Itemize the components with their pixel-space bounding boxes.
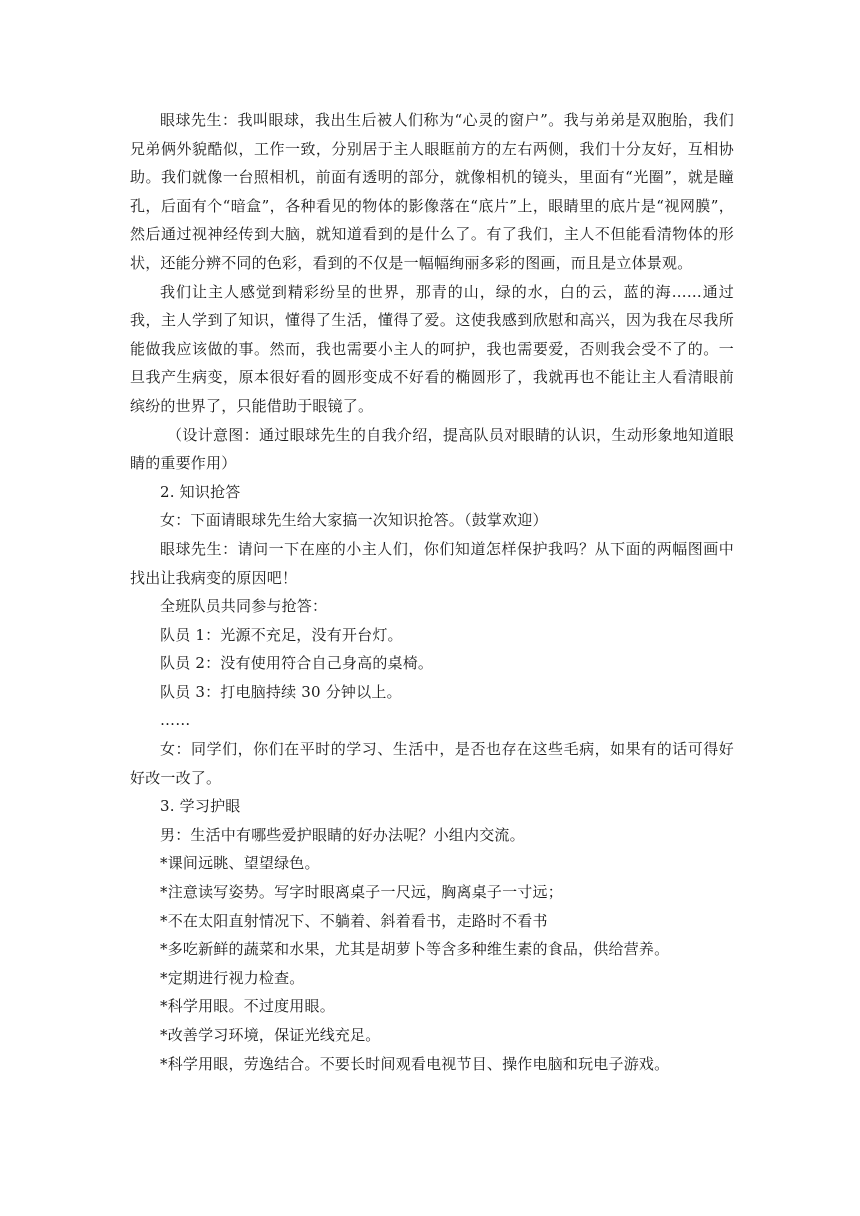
paragraph-female-reminder: 女：同学们，你们在平时的学习、生活中，是否也存在这些毛病，如果有的话可得好好改一改了。: [130, 740, 734, 787]
paragraph-eyeball-world: 我们让主人感觉到精彩纷呈的世界，那青的山，绿的水，白的云，蓝的海……通过我，主人学到了知识，懂得了生活，懂得了爱。这使我感到欣慰和高兴，因为我在尽我所能做我应该做的事。然而，我也需要小主人的呵护，我也需要爱，否则我会受不了的。一旦我产生病变，原本很好看的圆形变成不好看的椭圆形了，我就再也不能让主人看清眼前缤纷的世界了，只能借助于眼镜了。: [130, 282, 734, 415]
section-heading-eye-care: 3. 学习护眼: [160, 797, 241, 816]
paragraph-design-intent: （设计意图：通过眼球先生的自我介绍，提高队员对眼睛的认识，生动形象地知道眼睛的重要作用）: [130, 425, 734, 473]
list-item-tip: *定期进行视力检查。: [160, 968, 305, 987]
list-item-tip: *科学用眼，劳逸结合。不要长时间观看电视节目、操作电脑和玩电子游戏。: [160, 1054, 670, 1073]
document-body: [130, 106, 734, 1078]
paragraph-eyeball-intro: 眼球先生：我叫眼球，我出生后被人们称为“心灵的窗户”。我与弟弟是双胞胎，我们兄弟俩外貌酷似，工作一致，分别居于主人眼眶前方的左右两侧，我们十分友好，互相协助。我们就像一台照相机，前面有透明的部分，就像相机的镜头，里面有“光圈”，就是瞳孔，后面有个“暗盒”，各种看见的物体的影像落在“底片”上，眼睛里的底片是“视网膜”，然后通过视神经传到大脑，就知道看到的是什么了。有了我们，主人不但能看清物体的形状，还能分辨不同的色彩，看到的不仅是一幅幅绚丽多彩的图画，而且是立体景观。: [130, 111, 734, 272]
paragraph-quiz-question: 眼球先生：请问一下在座的小主人们，你们知道怎样保护我吗？从下面的两幅图画中找出让我病变的原因吧！: [130, 539, 734, 587]
list-item-tip: *注意读写姿势。写字时眼离桌子一尺远，胸离桌子一寸远；: [160, 883, 563, 902]
paragraph-ellipsis: ……: [160, 711, 191, 730]
list-item-tip: *不在太阳直射情况下、不躺着、斜着看书，走路时不看书: [160, 911, 548, 930]
paragraph-quiz-intro: 女：下面请眼球先生给大家搞一次知识抢答。（鼓掌欢迎）: [160, 511, 548, 530]
paragraph-member-3-answer: 队员 3：打电脑持续 30 分钟以上。: [160, 682, 402, 701]
list-item-tip: *改善学习环境，保证光线充足。: [160, 1026, 381, 1044]
paragraph-member-1-answer: 队员 1：光源不充足，没有开台灯。: [160, 625, 403, 644]
list-item-tip: *课间远眺、望望绿色。: [160, 854, 320, 873]
paragraph-class-participation: 全班队员共同参与抢答：: [160, 597, 328, 616]
paragraph-male-question: 男：生活中有哪些爱护眼睛的好办法呢？小组内交流。: [160, 825, 525, 844]
list-item-tip: *科学用眼。不过度用眼。: [160, 997, 335, 1016]
section-heading-quiz: 2. 知识抢答: [160, 482, 241, 501]
paragraph-member-2-answer: 队员 2：没有使用符合自己身高的桌椅。: [160, 654, 434, 673]
list-item-tip: *多吃新鲜的蔬菜和水果，尤其是胡萝卜等含多种维生素的食品，供给营养。: [160, 940, 670, 959]
